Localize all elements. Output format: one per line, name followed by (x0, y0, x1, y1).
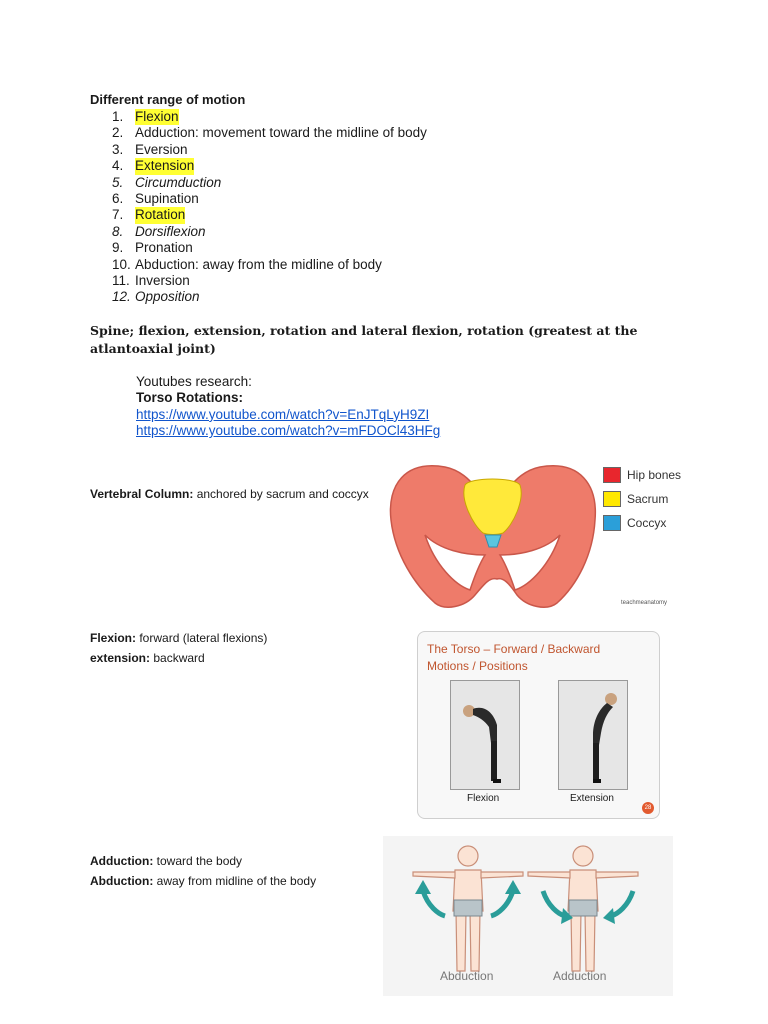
item-number: 6. (112, 191, 124, 207)
item-number: 5. (112, 174, 124, 190)
abduction-figure-caption: Abduction (440, 969, 494, 983)
adduction-label: Adduction: (90, 854, 154, 868)
item-number: 4. (112, 158, 124, 174)
item-number: 8. (112, 223, 124, 239)
torso-motion-figure (417, 631, 660, 819)
torso-rotations-title: Torso Rotations: (136, 390, 243, 406)
flexion-photo-caption: Flexion (467, 793, 500, 804)
extension-label: extension: (90, 651, 151, 665)
item-text: Opposition (135, 289, 200, 305)
youtube-label: Youtubes research: (136, 374, 252, 389)
range-of-motion-item (112, 125, 427, 141)
vertebral-caption (90, 484, 369, 504)
pelvis-figure (385, 455, 695, 615)
item-number: 3. (112, 141, 124, 157)
item-text: Eversion (135, 141, 188, 157)
legend-sacrum: Sacrum (603, 491, 668, 507)
item-text: Pronation (135, 240, 193, 256)
torso-figure-title: The Torso – Forward / Backward Motions / Positions (427, 642, 601, 673)
page-badge: 28 (642, 802, 654, 814)
range-of-motion-item (112, 158, 427, 174)
item-number: 1. (112, 109, 124, 124)
youtube-link-2[interactable]: https://www.youtube.com/watch?v=mFDOCl43HFg (136, 423, 441, 439)
item-number: 12. (112, 289, 131, 305)
item-text: Inversion (135, 273, 190, 289)
youtube-link-1[interactable]: https://www.youtube.com/watch?v=EnJTqLyH9ZI (136, 406, 430, 422)
legend-hip-bones: Hip bones (603, 467, 681, 483)
item-text: Dorsiflexion (135, 223, 206, 239)
item-text: Circumduction (135, 174, 222, 190)
range-of-motion-item (112, 289, 427, 305)
range-of-motion-item (112, 109, 427, 125)
adduction-figure-caption: Adduction (553, 969, 607, 983)
legend-coccyx: Coccyx (603, 515, 666, 531)
range-of-motion-item (112, 273, 427, 289)
extension-photo (558, 680, 628, 790)
extension-photo-caption: Extension (570, 793, 614, 804)
item-text: Extension (135, 158, 195, 174)
range-of-motion-list (112, 109, 427, 306)
item-number: 7. (112, 207, 124, 223)
item-number: 10. (112, 256, 131, 272)
range-of-motion-item (112, 224, 427, 240)
abduction-figure (383, 836, 673, 996)
item-text: Adduction: movement toward the midline of body (135, 125, 427, 141)
item-number: 2. (112, 125, 124, 141)
range-of-motion-item (112, 207, 427, 223)
item-number: 11. (112, 273, 130, 289)
item-text: Supination (135, 191, 199, 207)
flexion-caption: Flexion: forward (lateral flexions) (90, 631, 268, 645)
item-text: Rotation (135, 207, 186, 223)
flexion-photo (450, 680, 520, 790)
range-of-motion-item (112, 257, 427, 273)
vertebral-text: anchored by sacrum and coccyx (193, 487, 369, 501)
vertebral-label: Vertebral Column: (90, 487, 194, 501)
extension-caption: extension: backward (90, 651, 205, 665)
pelvis-illustration (385, 455, 600, 615)
hip-bones-swatch (603, 467, 621, 483)
abduction-label: Abduction: (90, 874, 154, 888)
pelvis-credit: teachmeanatomy (621, 600, 668, 606)
item-number: 9. (112, 240, 124, 256)
range-of-motion-item (112, 142, 427, 158)
item-text: Flexion (135, 109, 179, 124)
coccyx-swatch (603, 515, 621, 531)
adduction-caption: Adduction: toward the body (90, 854, 243, 868)
sacrum-swatch (603, 491, 621, 507)
range-of-motion-item (112, 191, 427, 207)
range-of-motion-item (112, 175, 427, 191)
range-of-motion-item (112, 240, 427, 256)
abduction-caption: Abduction: away from midline of the body (90, 874, 317, 888)
flexion-label: Flexion: (90, 631, 137, 645)
youtube-research-block (136, 374, 440, 440)
spine-paragraph: Spine; flexion, extension, rotation and lateral flexion, rotation (greatest at the atlantoaxial joint) (90, 323, 638, 356)
section-heading: Different range of motion (90, 92, 246, 107)
item-text: Abduction: away from the midline of body (135, 256, 382, 272)
